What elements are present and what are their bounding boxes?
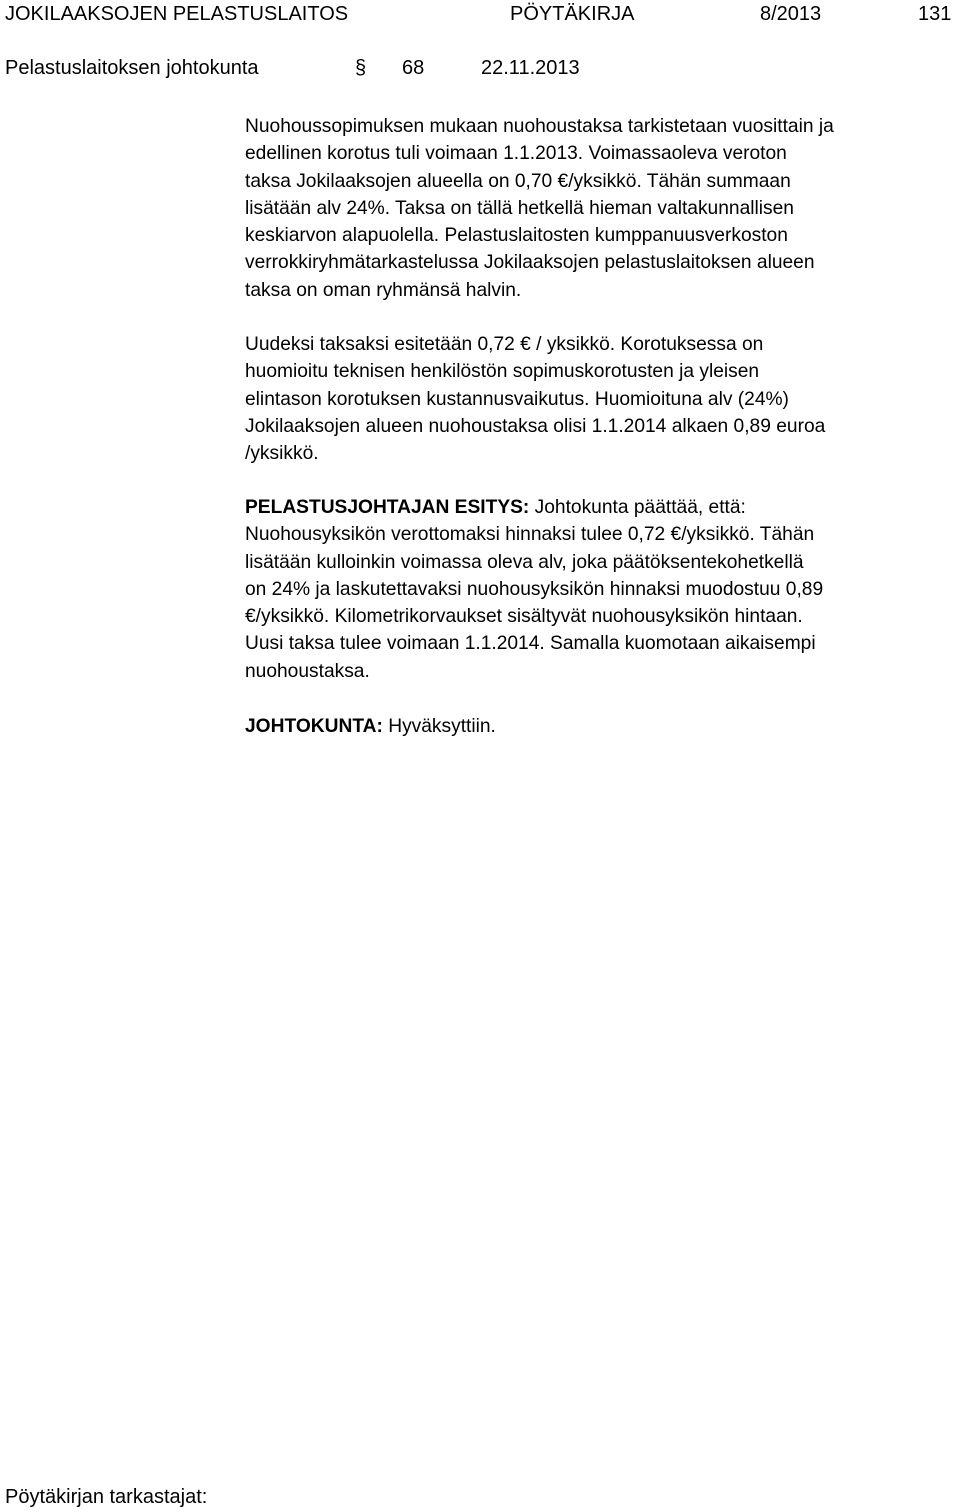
footer-reviewers-label: Pöytäkirjan tarkastajat:: [5, 1486, 208, 1508]
paragraph-new-rate: [245, 331, 957, 467]
text-line: edellinen korotus tuli voimaan 1.1.2013. Voimassaoleva veroton: [245, 143, 787, 165]
proposal-heading-line: [245, 494, 957, 521]
decision-text: Hyväksyttiin.: [382, 716, 496, 737]
paragraph-decision: [245, 713, 957, 740]
section-sign: §: [355, 57, 367, 79]
meeting-date: 22.11.2013: [481, 57, 580, 79]
decision-label: JOHTOKUNTA:: [245, 716, 383, 737]
header-doc-type: PÖYTÄKIRJA: [510, 3, 635, 25]
paragraph-proposal: [245, 494, 957, 685]
text-line: €/yksikkö. Kilometrikorvaukset sisältyvät nuohousyksikön hintaan.: [245, 606, 803, 628]
text-line: huomioitu teknisen henkilöstön sopimuskorotusten ja yleisen: [245, 361, 760, 383]
text-line: Nuohoussopimuksen mukaan nuohoustaksa tarkistetaan vuosittain ja: [245, 116, 834, 137]
text-line: verrokkiryhmätarkastelussa Jokilaaksojen pelastuslaitoksen alueen: [245, 252, 815, 274]
text-line: Uudeksi taksaksi esitetään 0,72 € / yksikkö. Korotuksessa on: [245, 334, 764, 355]
header-page-no: 131: [918, 3, 952, 25]
proposal-intro: Johtokunta päättää, että:: [529, 497, 746, 518]
section-number: 68: [402, 57, 425, 79]
text-line: Jokilaaksojen alueen nuohoustaksa olisi 1.1.2014 alkaen 0,89 euroa: [245, 415, 826, 437]
header-org: JOKILAAKSOJEN PELASTUSLAITOS: [5, 3, 349, 25]
text-line: taksa on oman ryhmänsä halvin.: [245, 279, 522, 301]
header-body: Pelastuslaitoksen johtokunta: [5, 57, 259, 79]
proposal-label: PELASTUSJOHTAJAN ESITYS:: [245, 497, 530, 518]
decision-line: [245, 713, 957, 740]
text-line: lisätään kulloinkin voimassa oleva alv, joka päätöksentekohetkellä: [245, 551, 804, 573]
text-line: Uusi taksa tulee voimaan 1.1.2014. Samalla kuomotaan aikaisempi: [245, 633, 816, 655]
text-line: taksa Jokilaaksojen alueella on 0,70 €/yksikkö. Tähän summaan: [245, 170, 791, 192]
text-line: elintason korotuksen kustannusvaikutus. Huomioituna alv (24%): [245, 388, 789, 410]
header-meeting-no: 8/2013: [760, 3, 822, 25]
text-line: keskiarvon alapuolella. Pelastuslaitosten kumppanuusverkoston: [245, 225, 788, 247]
text-line: on 24% ja laskutettavaksi nuohousyksikön hinnaksi muodostuu 0,89: [245, 578, 824, 600]
paragraph-background: [245, 113, 957, 304]
text-line: nuohoustaksa.: [245, 660, 370, 682]
text-line: /yksikkö.: [245, 443, 319, 465]
text-line: lisätään alv 24%. Taksa on tällä hetkellä hieman valtakunnallisen: [245, 197, 794, 219]
text-line: Nuohousyksikön verottomaksi hinnaksi tulee 0,72 €/yksikkö. Tähän: [245, 524, 815, 546]
